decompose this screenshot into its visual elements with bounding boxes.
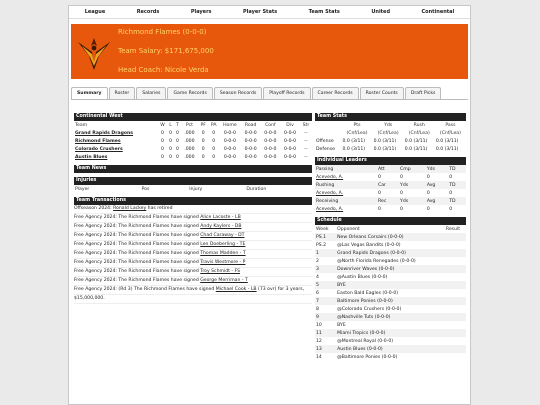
leader-player-link[interactable]: Acevedo, A. — [316, 174, 344, 180]
leaders-header-cell: TD — [448, 181, 466, 189]
col-div: Div — [286, 122, 294, 128]
transaction-item — [74, 232, 312, 241]
standings-title: Continental West — [74, 113, 312, 121]
schedule-result — [445, 313, 466, 321]
col-pf: PF — [200, 122, 206, 128]
leader-stat: 0 — [378, 190, 381, 196]
standings-cell: 0 — [201, 138, 205, 144]
transaction-text: Free Agency 2024: The Richmond Flames have signed — [74, 269, 201, 274]
transaction-player-link[interactable]: Ronald Lackey — [113, 206, 147, 211]
tab-bar — [71, 87, 468, 100]
transactions-list — [74, 205, 312, 304]
schedule-row — [315, 249, 466, 257]
col-duration: Duration — [246, 186, 267, 192]
standings-cell: 0 — [201, 130, 205, 136]
nav-league[interactable]: League — [84, 9, 106, 15]
standings-cell: .000 — [184, 130, 195, 136]
tab-season-records[interactable]: Season Records — [214, 87, 262, 99]
schedule-row — [315, 257, 466, 265]
leaders-header — [315, 181, 466, 189]
schedule-result — [445, 329, 466, 337]
schedule-row — [315, 241, 466, 249]
team-salary: Team Salary: $171,675,000 — [118, 47, 214, 55]
leader-stat: 0 — [449, 206, 453, 212]
standings-row — [74, 145, 312, 153]
standings-cell: 0 — [212, 138, 216, 144]
leaders-header-cell: Att — [377, 165, 399, 173]
transaction-player-link[interactable]: George Merriman - T — [200, 278, 248, 283]
schedule-opponent[interactable]: @Las Vegas Bandits (0-0-0) — [337, 242, 401, 248]
nav-united[interactable]: United — [371, 9, 391, 15]
schedule-week: 2 — [316, 258, 319, 264]
transaction-player-link[interactable]: Travis Westmore - P — [200, 260, 246, 265]
col-conf: Conf — [265, 122, 276, 128]
schedule-result — [445, 321, 466, 329]
schedule-row — [315, 297, 466, 305]
schedule-row — [315, 265, 466, 273]
standings-cell: 0-0-0 — [223, 154, 236, 160]
standings-cell: 0 — [169, 154, 172, 160]
defense-row: Defense 0.0 (3/11) 0.0 (3/11) 0.0 (3/11) 0.0 (3/11) — [316, 146, 459, 152]
schedule-result — [445, 305, 466, 313]
col-road: Road — [244, 122, 257, 128]
schedule-result — [445, 281, 466, 289]
transaction-player-link[interactable]: Chad Caraway - DT — [200, 233, 245, 238]
standings-cell: 0-0-0 — [264, 130, 277, 136]
standings-row — [74, 137, 312, 145]
schedule-week: 7 — [315, 297, 336, 305]
page — [68, 5, 471, 405]
tab-career-records[interactable]: Career Records — [312, 87, 359, 99]
standings-cell: 0 — [212, 154, 216, 160]
standings-cell: 0-0-0 — [244, 146, 257, 152]
leaders-header-cell: Cmp — [399, 165, 426, 173]
standings-cell: 0-0-0 — [283, 138, 297, 144]
standings-cell: 0-0-0 — [223, 146, 236, 152]
leader-stat: 0 — [400, 190, 403, 196]
top-nav — [69, 6, 470, 19]
team-stats-title: Team Stats — [315, 113, 466, 121]
team-news-title: Team News — [74, 165, 312, 173]
standings-cell: -- — [304, 130, 308, 136]
leader-stat: 0 — [426, 206, 430, 212]
schedule-result — [445, 265, 466, 273]
leaders-header-cell: TD — [448, 165, 466, 173]
leaders-header-cell: Yds — [426, 165, 448, 173]
schedule-row — [315, 321, 466, 329]
leader-player-link[interactable]: Acevedo, A. — [316, 190, 344, 196]
schedule-row — [315, 329, 466, 337]
transaction-text: Free Agency 2024: The Richmond Flames have signed — [74, 251, 201, 256]
schedule-opponent[interactable]: @Colorado Crushers (0-0-0) — [337, 306, 402, 312]
schedule-week: 3 — [315, 265, 336, 273]
schedule-week: 1 — [315, 249, 336, 257]
schedule-result — [445, 257, 466, 265]
standings-cell: 0 — [169, 146, 172, 152]
schedule-row — [315, 281, 466, 289]
tab-game-records[interactable]: Game Records — [167, 87, 212, 99]
transaction-player-link[interactable]: Michael Cook - LB — [215, 287, 257, 292]
schedule-opponent: BYE — [336, 281, 445, 289]
schedule-week: 4 — [316, 274, 319, 280]
tab-draft-picks[interactable]: Draft Picks — [405, 87, 442, 99]
standings-cell: 0-0-0 — [244, 138, 257, 144]
col-w: W — [160, 122, 165, 128]
schedule-week: 8 — [316, 306, 319, 312]
transaction-text: Offseason 2024: — [74, 206, 114, 211]
col-opponent: Opponent — [337, 226, 360, 232]
leaders-row — [315, 205, 466, 213]
leader-stat: 0 — [449, 190, 453, 196]
standings-cell: 0 — [175, 154, 179, 160]
transaction-text: Free Agency 2024: The Richmond Flames have signed — [74, 278, 201, 283]
schedule-week: 6 — [316, 290, 319, 296]
transaction-text: Free Agency 2024: The Richmond Flames have signed — [74, 233, 201, 238]
standings-cell: 0 — [161, 154, 164, 160]
transaction-text: $15,000,000. — [74, 296, 105, 301]
schedule-opponent[interactable]: @North Florida Renegades (0-0-0) — [337, 258, 416, 264]
schedule-opponent[interactable]: @Montreal Royal (0-0-0) — [337, 338, 394, 344]
tab-summary[interactable]: Summary — [71, 87, 108, 99]
nav-players[interactable]: Players — [190, 9, 212, 15]
leaders-table — [315, 165, 466, 213]
schedule-row — [315, 233, 466, 241]
nav-player-stats[interactable]: Player Stats — [243, 9, 278, 15]
leaders-header-cell: Yds — [399, 197, 426, 205]
left-column — [74, 113, 312, 304]
transaction-item — [74, 250, 312, 259]
col-pct: Pct — [185, 122, 193, 128]
leaders-title: Individual Leaders — [315, 157, 466, 165]
tab-roster[interactable]: Roster — [109, 87, 136, 99]
schedule-opponent[interactable]: @Austin Blues (0-0-0) — [337, 274, 388, 280]
transaction-item — [74, 223, 312, 232]
standings-cell: 0 — [175, 146, 179, 152]
standings-team-link[interactable]: Richmond Flames — [75, 138, 121, 144]
leader-stat: 0 — [400, 174, 403, 180]
standings-row — [74, 153, 312, 161]
standings-cell: 0 — [169, 130, 172, 136]
standings-cell: 0 — [212, 130, 216, 136]
schedule-opponent[interactable]: @Baltimore Ponies (0-0-0) — [337, 354, 398, 360]
leaders-row — [315, 173, 466, 181]
right-column — [315, 113, 466, 361]
team-name: Richmond Flames (0-0-0) — [118, 28, 207, 36]
standings-cell: 0 — [161, 146, 164, 152]
transaction-player-link[interactable]: Len Doeberling - TE — [200, 242, 246, 247]
standings-cell: .000 — [184, 154, 195, 160]
transaction-item — [74, 259, 312, 268]
standings-team-link[interactable]: Grand Rapids Dragons — [75, 130, 134, 136]
standings-cell: -- — [304, 146, 308, 152]
schedule-opponent[interactable]: Austin Blues (0-0-0) — [336, 345, 445, 353]
schedule-week: 14 — [316, 354, 322, 360]
schedule-row — [315, 289, 466, 297]
standings-header — [74, 121, 312, 129]
standings-team-link[interactable]: Austin Blues — [75, 154, 108, 160]
schedule-week: 10 — [316, 322, 322, 328]
transaction-text: Free Agency 2024: (Rd 3) The Richmond Flames have signed — [74, 287, 216, 292]
leaders-header-cell: Receiving — [315, 197, 377, 205]
standings-table — [74, 121, 312, 161]
standings-cell: 0-0-0 — [283, 154, 297, 160]
transaction-item — [74, 286, 312, 295]
standings-cell: 0-0-0 — [244, 154, 257, 160]
schedule-opponent[interactable]: @Nashville Tuts (0-0-0) — [336, 313, 445, 321]
schedule-opponent[interactable]: Baltimore Ponies (0-0-0) — [336, 297, 445, 305]
leaders-header-cell: Passing — [315, 165, 377, 173]
transaction-player-link[interactable]: Troy Schmidt - FS — [200, 269, 241, 274]
schedule-week: 11 — [315, 329, 336, 337]
standings-cell: 0 — [201, 146, 205, 152]
standings-cell: 0-0-0 — [223, 138, 236, 144]
leader-stat: 0 — [378, 206, 381, 212]
standings-cell: 0-0-0 — [244, 130, 257, 136]
leader-stat: 0 — [378, 174, 381, 180]
schedule-result — [445, 241, 466, 249]
leaders-header-cell: Rushing — [315, 181, 377, 189]
leader-stat: 0 — [449, 174, 453, 180]
col-pos: Pos — [141, 186, 150, 192]
flame-bird-logo-icon — [77, 32, 111, 72]
transaction-player-link[interactable]: Andy Kaylers - DB — [200, 224, 242, 229]
schedule-row — [315, 305, 466, 313]
nav-records[interactable]: Records — [136, 9, 160, 15]
schedule-row — [315, 273, 466, 281]
transactions-title: Team Transactions — [74, 197, 312, 205]
transaction-item — [74, 205, 312, 214]
col-result: Result — [445, 226, 461, 232]
schedule-opponent[interactable]: Grand Rapids Dragons (0-0-0) — [336, 249, 445, 257]
transaction-text: Free Agency 2024: The Richmond Flames have signed — [74, 224, 201, 229]
team-stats-table: Pts Yds Rush Pass (Cnf/Lea) (Cnf/Lea) (Cnf/Lea) (Cnf/Lea) Offense 0.0 (3/11) 0.0 (3/11) 0.0 (3/11) 0.0 (3/11) Defense 0.0 (3/11) 0.0 (3/11) 0.0 (3/11) 0.0 (3/11) — [315, 121, 466, 153]
standings-cell: 0 — [201, 154, 205, 160]
offense-row: Offense 0.0 (3/11) 0.0 (3/11) 0.0 (3/11) 0.0 (3/11) — [316, 138, 459, 144]
leader-stat: 0 — [426, 190, 430, 196]
transaction-text-tail: has retired — [146, 206, 173, 211]
col-l: L — [169, 122, 172, 128]
leader-player-link[interactable]: Acevedo, A. — [316, 206, 344, 212]
col-pa: PA — [210, 122, 217, 128]
standings-cell: 0 — [161, 138, 164, 144]
col-player: Player — [75, 186, 90, 192]
schedule-row — [315, 345, 466, 353]
schedule-opponent[interactable]: Easton Bald Eagles (0-0-0) — [337, 290, 399, 296]
transaction-player-link[interactable]: Alice Lacoste - LB — [200, 215, 241, 220]
nav-team-stats[interactable]: Team Stats — [308, 9, 340, 15]
standings-team-link[interactable]: Colorado Crushers — [75, 146, 123, 152]
standings-cell: 0 — [175, 138, 179, 144]
leaders-header-cell: Yds — [399, 181, 426, 189]
transaction-item — [74, 214, 312, 223]
transaction-item — [74, 241, 312, 250]
col-str: Str — [302, 122, 310, 128]
schedule-opponent[interactable]: New Orleans Corsairs (0-0-0) — [336, 233, 445, 241]
schedule-result — [445, 345, 466, 353]
standings-cell: 0-0-0 — [283, 130, 297, 136]
schedule-week: PS.2 — [316, 242, 327, 248]
leader-stat: 0 — [400, 206, 403, 212]
transaction-item — [74, 295, 312, 304]
schedule-week: 12 — [316, 338, 322, 344]
schedule-result — [445, 337, 466, 345]
standings-cell: 0-0-0 — [223, 130, 236, 136]
col-home: Home — [223, 122, 237, 128]
schedule-row — [315, 337, 466, 345]
head-coach: Head Coach: Nicole Verda — [118, 66, 209, 74]
schedule-result — [445, 273, 466, 281]
schedule-table — [315, 225, 466, 361]
col-week: Week — [316, 226, 329, 232]
transaction-item — [74, 268, 312, 277]
col-injury: Injury — [189, 186, 203, 192]
transaction-text: Free Agency 2024: The Richmond Flames have signed — [74, 215, 201, 220]
standings-cell: 0 — [175, 130, 179, 136]
standings-cell: 0 — [212, 146, 216, 152]
schedule-opponent: BYE — [337, 322, 346, 328]
schedule-title: Schedule — [315, 217, 466, 225]
schedule-opponent[interactable]: Miami Tropics (0-0-0) — [336, 329, 445, 337]
transaction-text: Free Agency 2024: The Richmond Flames have signed — [74, 242, 201, 247]
leaders-header — [315, 197, 466, 205]
leaders-header-cell: Avg — [426, 181, 448, 189]
tab-roster-counts[interactable]: Roster Counts — [360, 87, 404, 99]
standings-cell: -- — [304, 154, 308, 160]
schedule-opponent[interactable]: Downriver Waves (0-0-0) — [336, 265, 445, 273]
standings-cell: .000 — [184, 138, 195, 144]
schedule-result — [445, 297, 466, 305]
standings-cell: 0-0-0 — [264, 154, 277, 160]
injuries-table — [74, 185, 312, 193]
leaders-header-cell: Rec — [377, 197, 399, 205]
leaders-header-cell: TD — [448, 197, 466, 205]
leaders-row — [315, 189, 466, 197]
leaders-header — [315, 165, 466, 173]
schedule-week: 13 — [315, 345, 336, 353]
leaders-header-cell: Car — [377, 181, 399, 189]
standings-cell: 0 — [161, 130, 164, 136]
schedule-row — [315, 353, 466, 361]
col-team: Team — [75, 122, 88, 128]
standings-cell: 0-0-0 — [264, 138, 277, 144]
transaction-item — [74, 277, 312, 286]
team-banner — [71, 24, 468, 79]
schedule-row — [315, 313, 466, 321]
transaction-text: Free Agency 2024: The Richmond Flames have signed — [74, 260, 201, 265]
injuries-title: Injuries — [74, 177, 312, 185]
transaction-player-link[interactable]: Thomas Madden - T — [200, 251, 246, 256]
schedule-result — [445, 353, 466, 361]
schedule-week: PS.1 — [315, 233, 336, 241]
schedule-week: 9 — [315, 313, 336, 321]
schedule-result — [445, 233, 466, 241]
col-t: T — [176, 122, 179, 128]
standings-cell: -- — [304, 138, 308, 144]
transaction-text-tail: (73 ovr) for 3 years, — [256, 287, 305, 292]
standings-cell: 0-0-0 — [283, 146, 297, 152]
leaders-header-cell: Avg — [426, 197, 448, 205]
schedule-result — [445, 249, 466, 257]
standings-row — [74, 129, 312, 137]
standings-cell: .000 — [184, 146, 195, 152]
standings-cell: 0 — [169, 138, 172, 144]
nav-continental[interactable]: Continental — [421, 9, 455, 15]
tab-salaries[interactable]: Salaries — [136, 87, 166, 99]
schedule-result — [445, 289, 466, 297]
schedule-week: 5 — [315, 281, 336, 289]
standings-cell: 0-0-0 — [264, 146, 277, 152]
leader-stat: 0 — [426, 174, 430, 180]
tab-playoff-records[interactable]: Playoff Records — [263, 87, 310, 99]
